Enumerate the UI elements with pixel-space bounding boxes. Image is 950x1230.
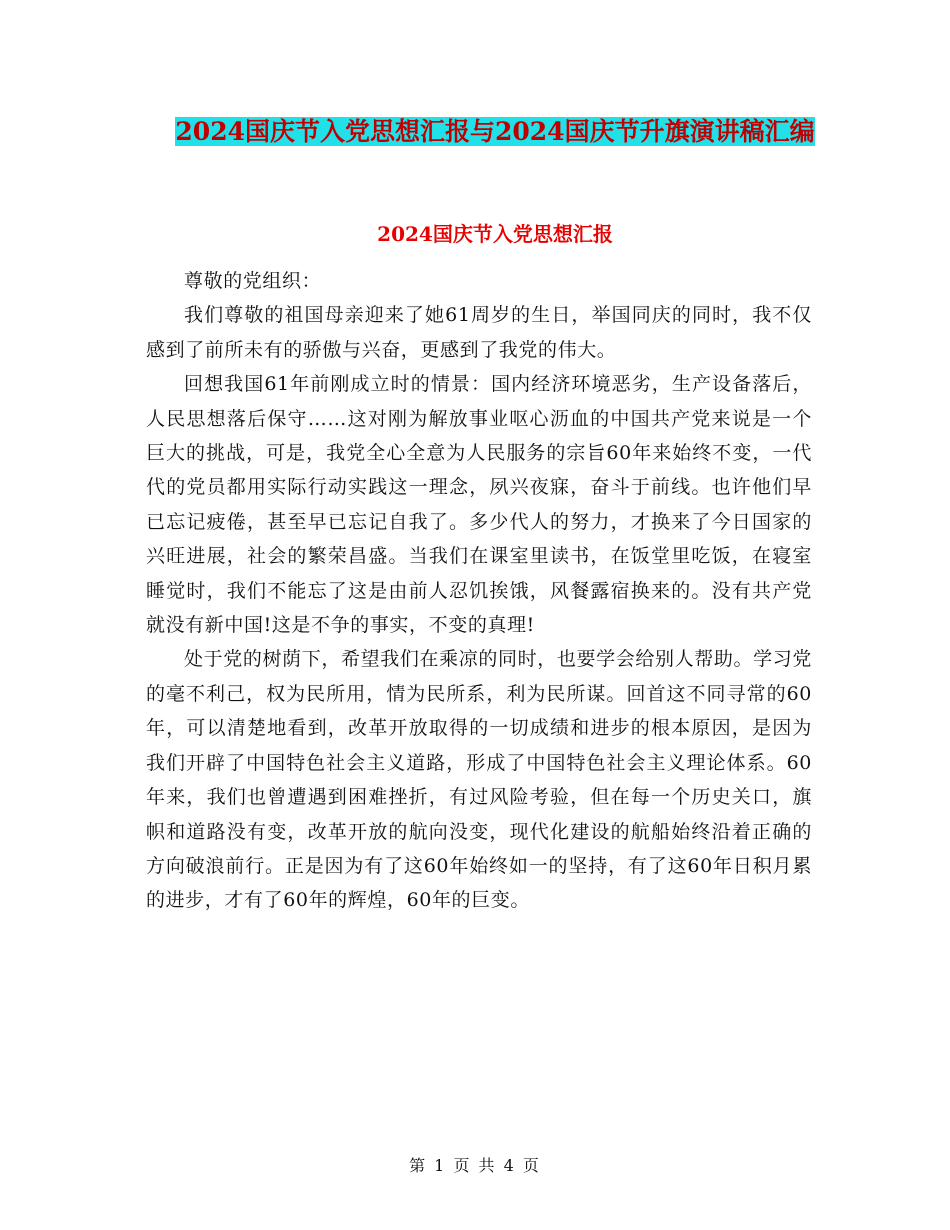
salutation: 尊敬的党组织： — [184, 270, 322, 292]
paragraph-1: 我们尊敬的祖国母亲迎来了她61周岁的生日，举国同庆的同时，我不仅感到了前所未有的骄傲与兴奋，更感到了我党的伟大。 — [146, 304, 812, 361]
document-title — [140, 110, 850, 154]
paragraph-2: 回想我国61年前刚成立时的情景：国内经济环境恶劣，生产设备落后，人民思想落后保守……这对刚为解放事业呕心沥血的中国共产党来说是一个巨大的挑战，可是，我党全心全意为人民服务的宗旨60年来始终不变，一代代的党员都用实际行动实践这一理念，夙兴夜寐，奋斗于前线。也许他们早已忘记疲倦，甚至早已忘记自我了。多少代人的努力，才换来了今日国家的兴旺进展，社会的繁荣昌盛。当我们在课室里读书，在饭堂里吃饭，在寝室睡觉时，我们不能忘了这是由前人忍饥挨饿，风餐露宿换来的。没有共产党就没有新中国!这是不争的事实，不变的真理! — [146, 373, 812, 637]
document-title-text: 2024国庆节入党思想汇报与2024国庆节升旗演讲稿汇编 — [175, 117, 815, 146]
document-body — [146, 264, 812, 918]
page-footer: 第 1 页 共 4 页 — [409, 1156, 541, 1175]
section-title: 2024国庆节入党思想汇报 — [377, 222, 613, 246]
paragraph-3: 处于党的树荫下，希望我们在乘凉的同时，也要学会给别人帮助。学习党的毫不利己，权为民所用，情为民所系，利为民所谋。回首这不同寻常的60年，可以清楚地看到，改革开放取得的一切成绩和进步的根本原因，是因为我们开辟了中国特色社会主义道路，形成了中国特色社会主义理论体系。60年来，我们也曾遭遇到困难挫折，有过风险考验，但在每一个历史关口，旗帜和道路没有变，改革开放的航向没变，现代化建设的航船始终沿着正确的方向破浪前行。正是因为有了这60年始终如一的坚持，有了这60年日积月累的进步，才有了60年的辉煌，60年的巨变。 — [146, 648, 812, 912]
